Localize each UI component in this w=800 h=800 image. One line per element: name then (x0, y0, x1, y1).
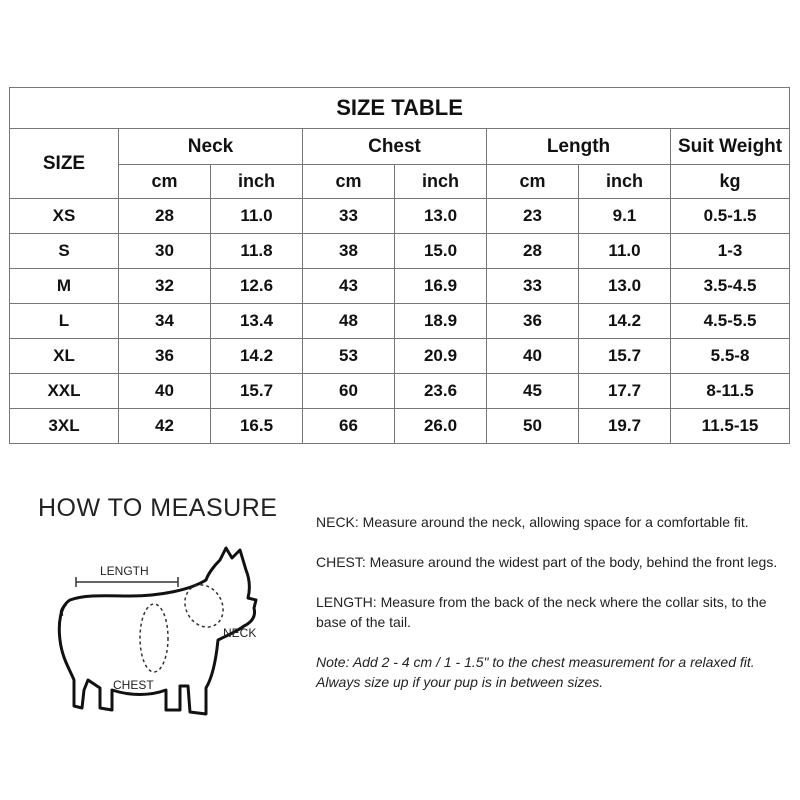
chest-diagram-label: CHEST (113, 678, 154, 692)
value-cell: 16.9 (395, 269, 487, 304)
unit-header: inch (395, 165, 487, 199)
fit-note: Note: Add 2 - 4 cm / 1 - 1.5" to the chest measurement for a relaxed fit. Always size up if your pup is in between sizes. (316, 654, 755, 690)
chest-instruction: CHEST: Measure around the widest part of the body, behind the front legs. (316, 554, 778, 570)
size-cell: XL (10, 339, 119, 374)
value-cell: 48 (303, 304, 395, 339)
table-body (10, 199, 790, 444)
neck-instruction: NECK: Measure around the neck, allowing space for a comfortable fit. (316, 514, 749, 530)
neck-header: Neck (119, 129, 303, 165)
dog-measure-diagram (30, 540, 290, 735)
length-diagram-label: LENGTH (100, 564, 149, 578)
value-cell: 43 (303, 269, 395, 304)
value-cell: 53 (303, 339, 395, 374)
value-cell: 40 (119, 374, 211, 409)
unit-header: cm (119, 165, 211, 199)
value-cell: 19.7 (579, 409, 671, 444)
neck-diagram-label: NECK (223, 626, 257, 640)
value-cell: 26.0 (395, 409, 487, 444)
table-row (10, 409, 790, 444)
size-cell: M (10, 269, 119, 304)
value-cell: 15.7 (579, 339, 671, 374)
value-cell: 23 (487, 199, 579, 234)
unit-header: cm (487, 165, 579, 199)
value-cell: 14.2 (579, 304, 671, 339)
value-cell: 23.6 (395, 374, 487, 409)
value-cell: 15.0 (395, 234, 487, 269)
value-cell: 5.5-8 (671, 339, 790, 374)
value-cell: 28 (487, 234, 579, 269)
value-cell: 33 (303, 199, 395, 234)
length-instruction: LENGTH: Measure from the back of the neck where the collar sits, to the base of the tail. (316, 594, 767, 630)
value-cell: 8-11.5 (671, 374, 790, 409)
table-row (10, 339, 790, 374)
table-row (10, 234, 790, 269)
value-cell: 9.1 (579, 199, 671, 234)
value-cell: 15.7 (211, 374, 303, 409)
value-cell: 11.5-15 (671, 409, 790, 444)
value-cell: 32 (119, 269, 211, 304)
value-cell: 36 (119, 339, 211, 374)
value-cell: 16.5 (211, 409, 303, 444)
value-cell: 33 (487, 269, 579, 304)
chest-header: Chest (303, 129, 487, 165)
value-cell: 13.0 (579, 269, 671, 304)
value-cell: 17.7 (579, 374, 671, 409)
value-cell: 3.5-4.5 (671, 269, 790, 304)
unit-header: kg (671, 165, 790, 199)
size-cell: XXL (10, 374, 119, 409)
value-cell: 11.0 (211, 199, 303, 234)
value-cell: 1-3 (671, 234, 790, 269)
size-table (9, 87, 790, 444)
table-row (10, 304, 790, 339)
table-row (10, 199, 790, 234)
measure-instructions (316, 512, 794, 712)
value-cell: 40 (487, 339, 579, 374)
value-cell: 50 (487, 409, 579, 444)
size-cell: L (10, 304, 119, 339)
size-cell: XS (10, 199, 119, 234)
how-to-measure-heading: HOW TO MEASURE (38, 494, 278, 522)
unit-header: inch (579, 165, 671, 199)
value-cell: 66 (303, 409, 395, 444)
chest-measure-ellipse (140, 604, 168, 672)
value-cell: 38 (303, 234, 395, 269)
table-title: SIZE TABLE (10, 88, 790, 129)
value-cell: 34 (119, 304, 211, 339)
value-cell: 28 (119, 199, 211, 234)
value-cell: 45 (487, 374, 579, 409)
suit-weight-header: Suit Weight (671, 129, 790, 165)
value-cell: 13.0 (395, 199, 487, 234)
size-cell: 3XL (10, 409, 119, 444)
value-cell: 60 (303, 374, 395, 409)
length-header: Length (487, 129, 671, 165)
table-row (10, 374, 790, 409)
value-cell: 42 (119, 409, 211, 444)
size-column-header: SIZE (10, 129, 119, 199)
value-cell: 36 (487, 304, 579, 339)
value-cell: 4.5-5.5 (671, 304, 790, 339)
value-cell: 20.9 (395, 339, 487, 374)
value-cell: 30 (119, 234, 211, 269)
value-cell: 11.0 (579, 234, 671, 269)
value-cell: 11.8 (211, 234, 303, 269)
value-cell: 14.2 (211, 339, 303, 374)
value-cell: 0.5-1.5 (671, 199, 790, 234)
table-row (10, 269, 790, 304)
unit-header: inch (211, 165, 303, 199)
value-cell: 18.9 (395, 304, 487, 339)
unit-header: cm (303, 165, 395, 199)
value-cell: 12.6 (211, 269, 303, 304)
value-cell: 13.4 (211, 304, 303, 339)
size-cell: S (10, 234, 119, 269)
